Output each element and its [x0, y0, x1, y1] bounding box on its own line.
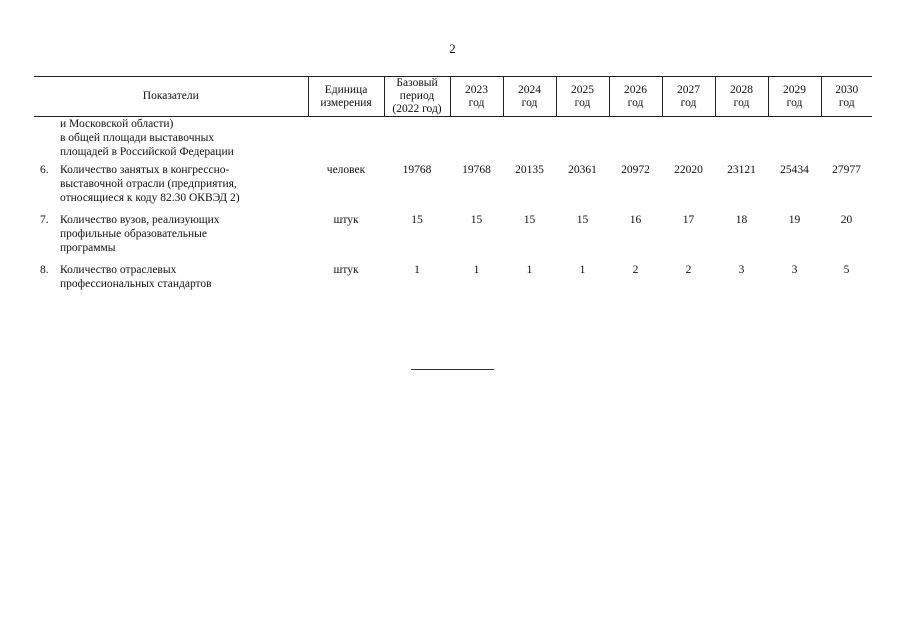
year-value-cell: 18 [735, 214, 748, 226]
year-value-cell: 19 [788, 214, 801, 226]
empty-cell [821, 117, 872, 160]
empty-cell [662, 117, 715, 160]
label-line: Количество отраслевых [60, 264, 177, 276]
empty-cell [768, 117, 821, 160]
header-unit-line: измерения [320, 96, 372, 109]
header-year [450, 77, 503, 117]
label-line: профессиональных стандартов [60, 278, 212, 290]
header-year-word: год [521, 96, 538, 109]
base-value-cell: 15 [411, 214, 423, 226]
empty-cell [384, 117, 450, 160]
year-value-cell: 5 [843, 264, 850, 276]
header-base-period [384, 77, 450, 117]
year-value-cell: 3 [738, 264, 745, 276]
label-line: в общей площади выставочных [60, 132, 215, 144]
header-year-word: год [574, 96, 591, 109]
table-row [34, 159, 872, 205]
label-line: профильные образовательные [60, 228, 207, 240]
row-number: 8. [40, 264, 49, 276]
year-value-cell: 20972 [621, 164, 650, 176]
header-year [768, 77, 821, 117]
label-line: и Московской области) [60, 118, 174, 130]
header-year-word: год [468, 96, 485, 109]
unit-cell: человек [326, 164, 366, 176]
year-value-cell: 15 [523, 214, 536, 226]
header-year-value: 2026 [624, 83, 648, 96]
header-year-value: 2023 [465, 83, 489, 96]
empty-cell [308, 117, 384, 160]
label-line: площадей в Российской Федерации [60, 146, 234, 158]
label-line: выставочной отрасли (предприятия, [60, 178, 237, 190]
base-value-cell: 1 [414, 264, 420, 276]
header-unit-line: Единица [324, 83, 368, 96]
year-value-cell: 15 [470, 214, 483, 226]
header-year-value: 2030 [835, 83, 859, 96]
row-number-cell [34, 117, 60, 160]
year-value-cell: 3 [791, 264, 798, 276]
header-year [609, 77, 662, 117]
header-year [715, 77, 768, 117]
header-year [503, 77, 556, 117]
header-base-line: период [399, 90, 435, 102]
year-value-cell: 2 [632, 264, 639, 276]
year-value-cell: 1 [473, 264, 480, 276]
row-label [60, 205, 308, 255]
table-header-row [34, 77, 872, 117]
year-value-cell: 19768 [462, 164, 491, 176]
page-number: 2 [449, 41, 456, 56]
empty-cell [450, 117, 503, 160]
year-value-cell: 17 [682, 214, 695, 226]
header-year-word: год [627, 96, 644, 109]
empty-cell [715, 117, 768, 160]
row-number: 7. [40, 214, 49, 226]
row-number: 6. [40, 164, 49, 176]
year-value-cell: 20361 [568, 164, 597, 176]
label-line: Количество занятых в конгрессно- [60, 164, 230, 176]
header-year-value: 2025 [571, 83, 595, 96]
year-value-cell: 1 [579, 264, 586, 276]
table-row [34, 255, 872, 291]
label-line: программы [60, 242, 116, 254]
year-value-cell: 2 [685, 264, 692, 276]
unit-cell: штук [333, 214, 359, 226]
header-year-value: 2028 [730, 83, 754, 96]
year-value-cell: 20 [840, 214, 853, 226]
year-value-cell: 22020 [674, 164, 703, 176]
header-year-word: год [838, 96, 855, 109]
label-line: Количество вузов, реализующих [60, 214, 220, 226]
table-row [34, 205, 872, 255]
header-year-value: 2029 [783, 83, 807, 96]
header-year-word: год [733, 96, 750, 109]
header-year-value: 2024 [518, 83, 542, 96]
label-line: относящиеся к коду 82.30 ОКВЭД 2) [60, 192, 240, 204]
year-value-cell: 23121 [727, 164, 756, 176]
unit-cell: штук [333, 264, 359, 276]
year-value-cell: 20135 [515, 164, 544, 176]
header-year [556, 77, 609, 117]
header-year [821, 77, 872, 117]
year-value-cell: 25434 [780, 164, 809, 176]
end-divider-line [411, 369, 494, 370]
year-value-cell: 27977 [832, 164, 861, 176]
year-value-cell: 1 [526, 264, 533, 276]
empty-cell [609, 117, 662, 160]
header-year-word: год [680, 96, 697, 109]
header-base-line: (2022 год) [392, 103, 442, 115]
base-value-cell: 19768 [402, 164, 432, 176]
header-base-line: Базовый [396, 77, 438, 89]
header-year-value: 2027 [677, 83, 701, 96]
header-unit [308, 77, 384, 117]
row-label [60, 159, 308, 205]
empty-cell [503, 117, 556, 160]
row-label-continuation [60, 117, 308, 160]
row-label [60, 255, 308, 291]
empty-cell [556, 117, 609, 160]
table-row-continuation [34, 117, 872, 160]
year-value-cell: 15 [576, 214, 589, 226]
header-year-word: год [786, 96, 803, 109]
indicators-table [34, 76, 872, 291]
header-year [662, 77, 715, 117]
year-value-cell: 16 [629, 214, 642, 226]
header-indicators: Показатели [34, 77, 308, 117]
